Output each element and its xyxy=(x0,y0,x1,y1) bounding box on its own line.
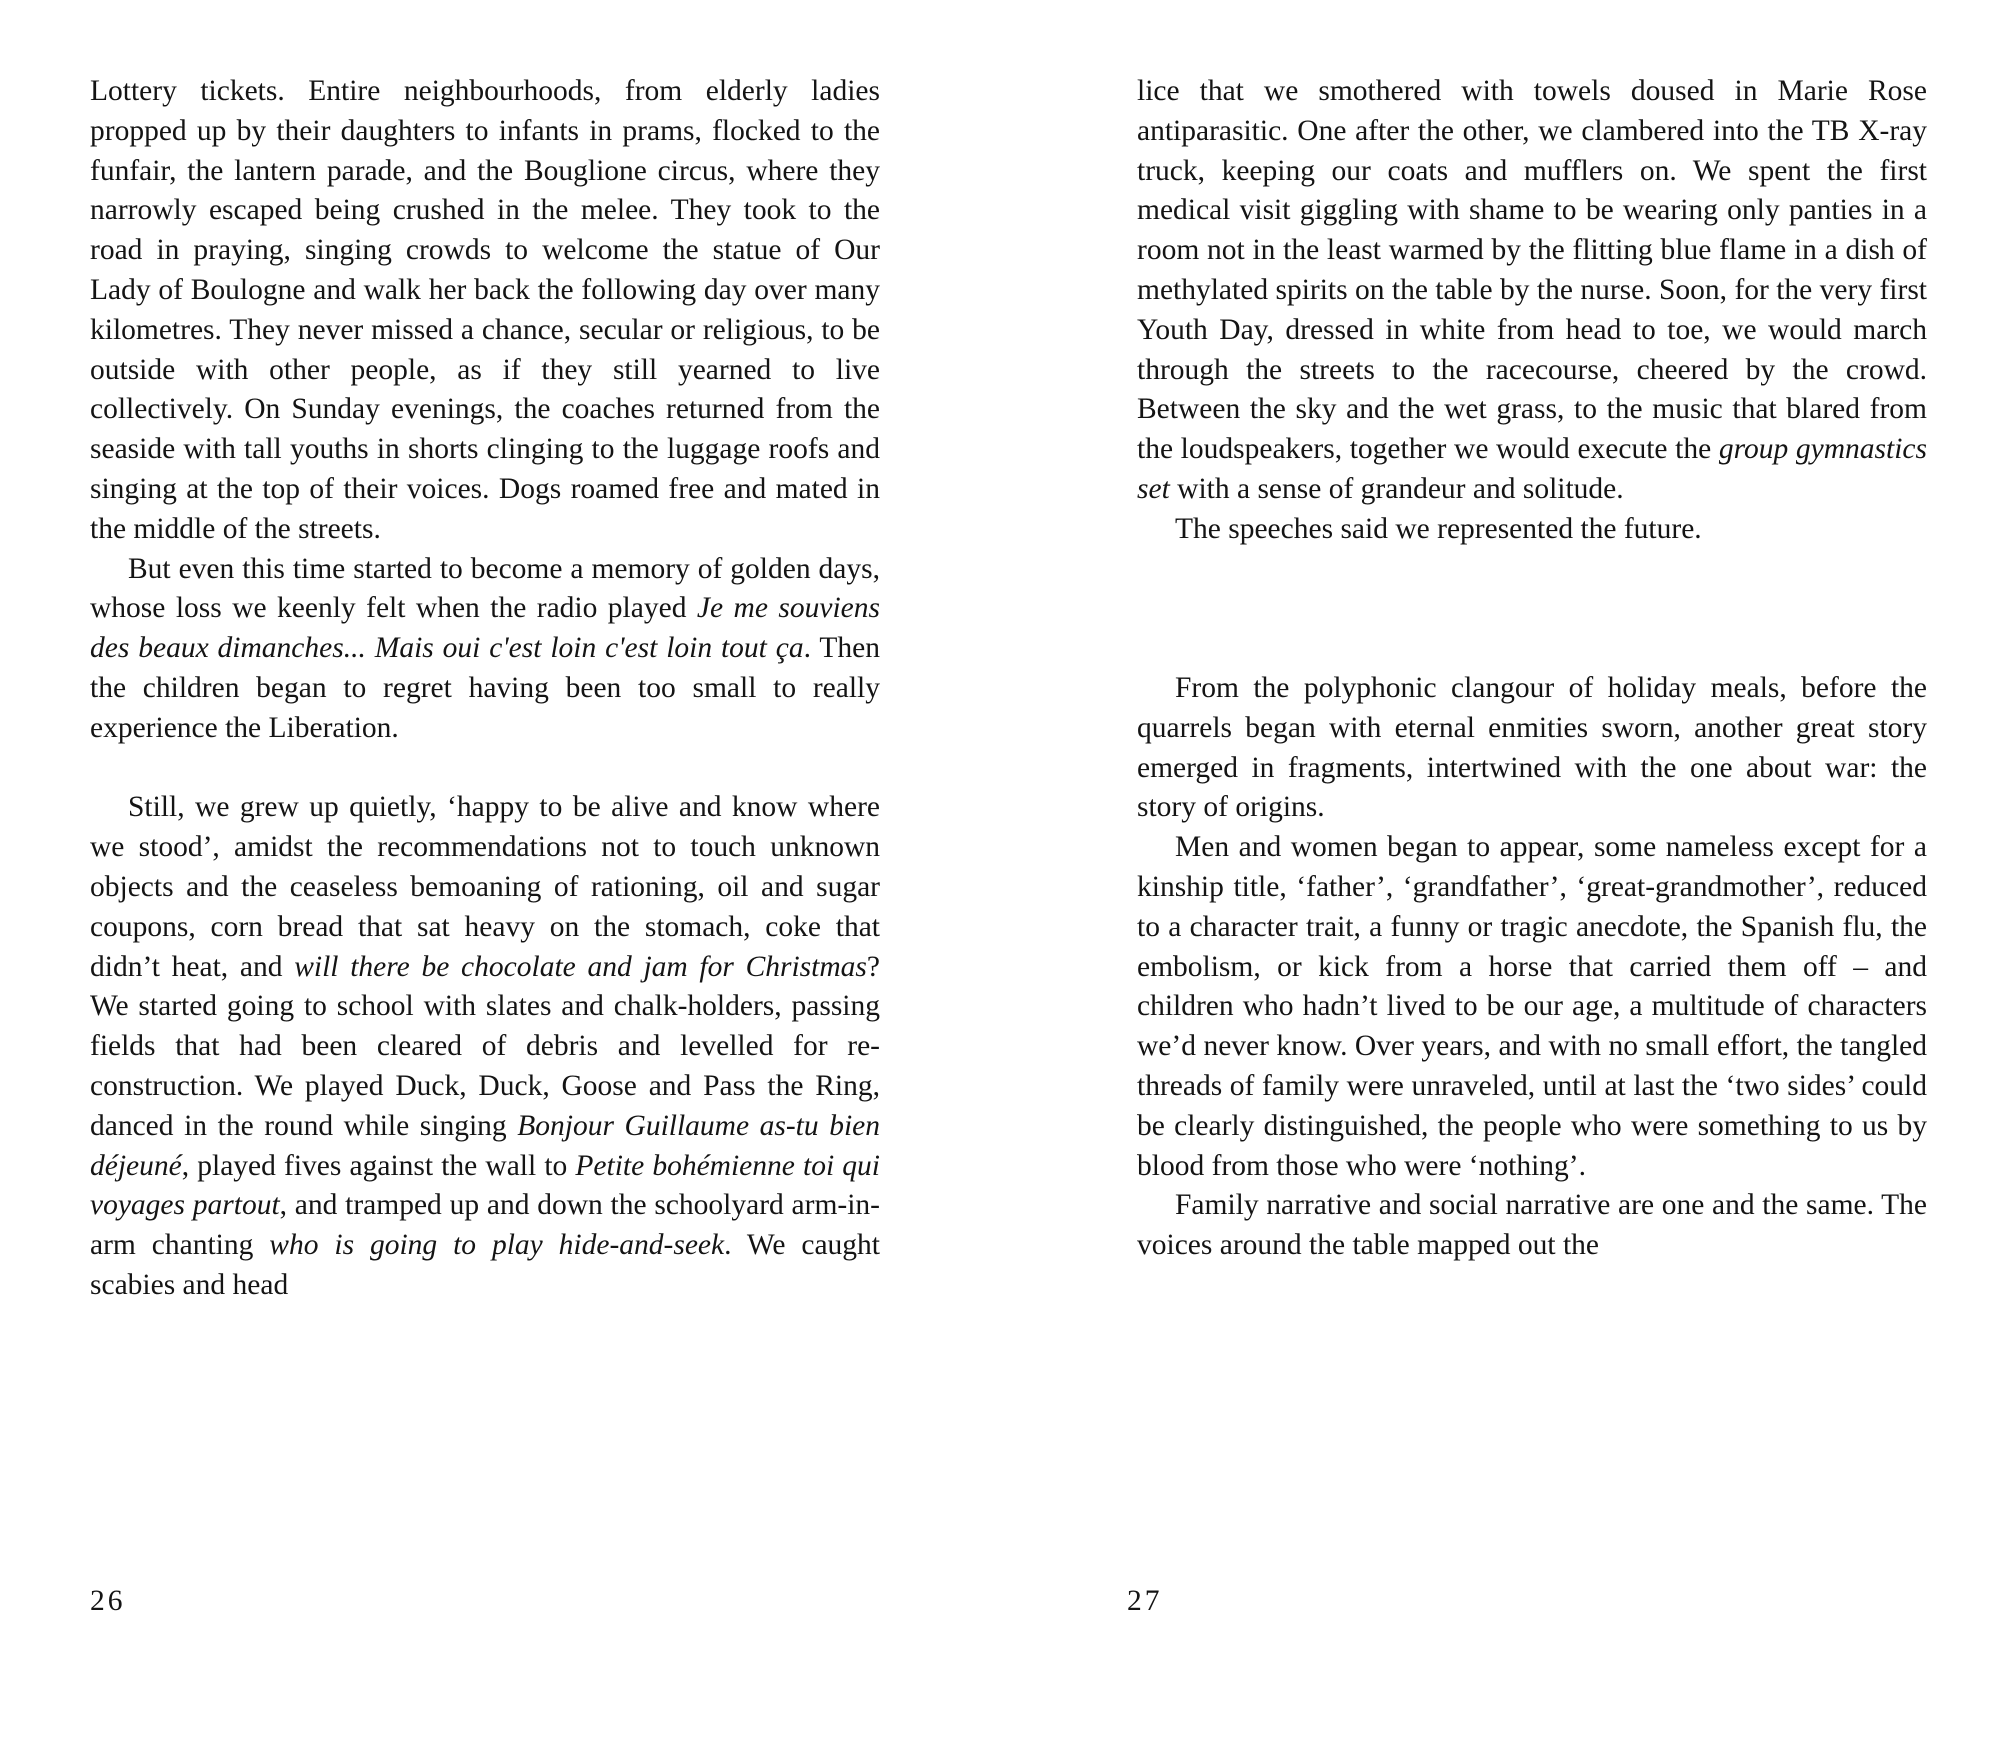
italic-phrase: will there be chocolate and jam for Christmas xyxy=(294,950,867,983)
paragraph xyxy=(1137,510,1927,550)
italic-song-title: Petite bohémienne toi qui voyages partout xyxy=(90,1149,880,1222)
text-run: Lottery tickets. Entire neighbourhoods, from elderly ladies propped up by their daughters to infants in prams, flocked to the funfair, the lantern parade, and the Bouglione circus, where they narrowly escaped being crushed in the melee. They took to the road in praying, singing crowds to welcome the statue of Our Lady of Boulogne and walk her back the following day over many kilometres. They never missed a chance, secular or religious, to be outside with other people, as if they still yearned to live collectively. On Sunday evenings, the coaches returned from the seaside with tall youths in shorts clinging to the luggage roofs and singing at the top of their voices. Dogs roamed free and mated in the middle of the streets. xyxy=(90,75,880,545)
paragraph xyxy=(90,550,880,749)
paragraph xyxy=(1137,72,1927,510)
right-page xyxy=(1000,0,2000,1764)
paragraph xyxy=(90,72,880,550)
italic-song-title: Bonjour Guillaume as-tu bien déjeuné xyxy=(90,1109,880,1182)
text-run: The speeches said we represented the future. xyxy=(1175,512,1702,545)
text-run: ? We started going to school with slates and chalk-holders, passing fields that had been cleared of debris and levelled for reconstruction. We played Duck, Duck, Goose and Pass the Ring, danced in the round while singing xyxy=(90,950,880,1142)
text-run: , and tramped up and down the schoolyard arm-in-arm chanting xyxy=(90,1189,880,1262)
text-run: But even this time started to become a memory of golden days, whose loss we keenly felt when the radio played xyxy=(90,552,880,625)
paragraph xyxy=(90,788,880,1305)
section-break xyxy=(90,749,880,789)
text-run: Men and women began to appear, some nameless except for a kinship title, ‘father’, ‘grandfather’, ‘great-grandmother’, reduced to a character trait, a funny or tragic anecdote, the Spanish flu, the embolism, or kick from a horse that carried them off – and children who hadn’t lived to be our age, a multitude of characters we’d never know. Over years, and with no small effort, the tangled threads of family were unraveled, until at last the ‘two sides’ could be clearly distinguished, the people who were something to us by blood from those who were ‘nothing’. xyxy=(1137,831,1927,1182)
paragraph xyxy=(1137,828,1927,1186)
italic-phrase: who is going to play hide-and-seek xyxy=(269,1229,725,1262)
text-run: Family narrative and social narrative are one and the same. The voices around the table mapped out the xyxy=(1137,1189,1927,1262)
text-run: , played fives against the wall to xyxy=(181,1149,576,1182)
paragraph xyxy=(1137,1186,1927,1266)
text-run: Still, we grew up quietly, ‘happy to be alive and know where we stood’, amidst the recommendations not to touch unknown objects and the ceaseless bemoaning of rationing, oil and sugar coupons, corn bread that sat heavy on the stomach, coke that didn’t heat, and xyxy=(90,791,880,983)
text-run: lice that we smothered with towels doused in Marie Rose antiparasitic. One after the other, we clambered into the TB X-ray truck, keeping our coats and mufflers on. We spent the first medical visit giggling with shame to be wearing only panties in a room not in the least warmed by the flitting blue flame in a dish of methylated spirits on the table by the nurse. Soon, for the very first Youth Day, dressed in white from head to toe, we would march through the streets to the racecourse, cheered by the crowd. Between the sky and the wet grass, to the music that blared from the loudspeakers, together we would execute the xyxy=(1137,75,1927,466)
left-page-text xyxy=(90,72,880,1306)
page-number: 26 xyxy=(90,1585,126,1617)
section-break xyxy=(1137,550,1927,669)
text-run: From the polyphonic clangour of holiday meals, before the quarrels began with eternal enmities sworn, another great story emerged in fragments, intertwined with the one about war: the story of origins. xyxy=(1137,671,1927,824)
italic-song-title: Je me souviens des beaux dimanches... Mais oui c'est loin c'est loin tout ça xyxy=(90,592,880,665)
text-run: . We caught scabies and head xyxy=(90,1229,880,1301)
text-run: . Then the children began to regret having been too small to really experience the Liberation. xyxy=(90,632,880,744)
right-page-text xyxy=(1137,72,1927,1266)
paragraph xyxy=(1137,669,1927,828)
page-number: 27 xyxy=(1127,1585,1163,1617)
italic-phrase: group gymnastics set xyxy=(1137,433,1928,505)
text-run: with a sense of grandeur and solitude. xyxy=(1169,472,1624,505)
